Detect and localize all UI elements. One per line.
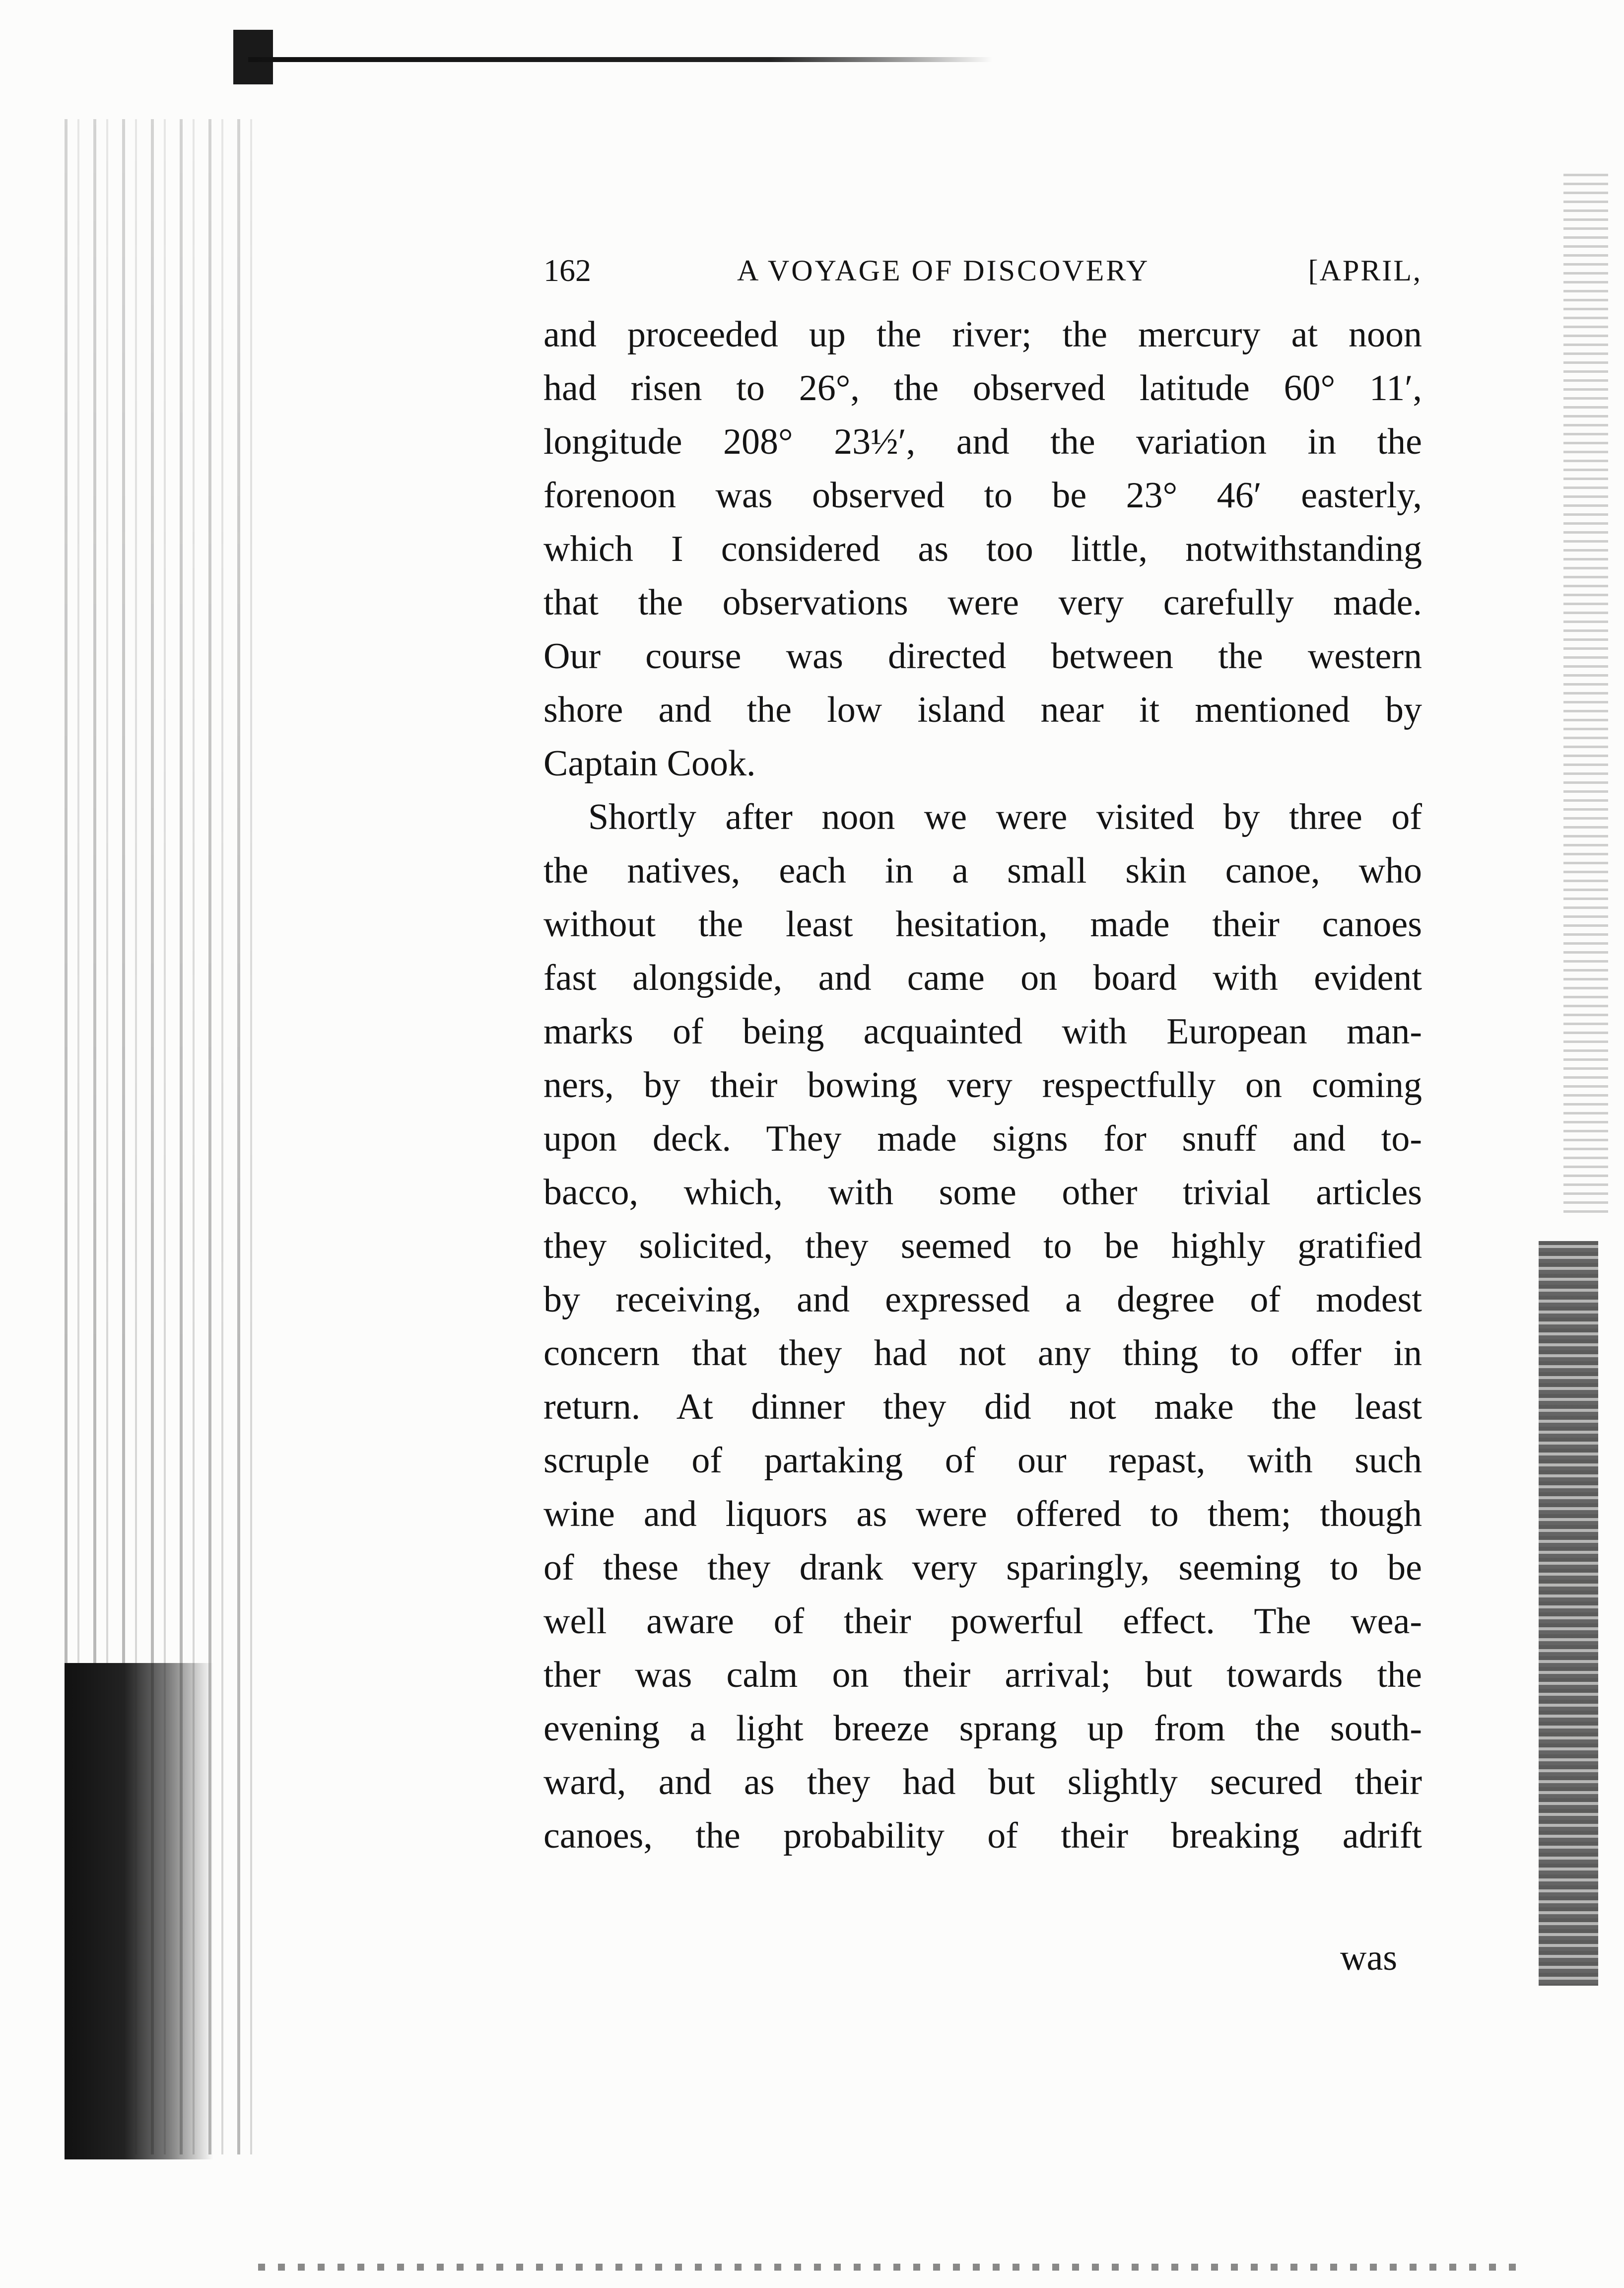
text-line: that the observations were very carefully made. bbox=[543, 582, 1422, 623]
scan-binding-dark-edge bbox=[65, 1663, 213, 2159]
text-line: upon deck. They made signs for snuff and to- bbox=[543, 1118, 1422, 1159]
text-line: had risen to 26°, the observed latitude 60° 11′, bbox=[543, 368, 1422, 409]
text-line: which I considered as too little, notwithstanding bbox=[543, 529, 1422, 569]
running-month: [APRIL, bbox=[1308, 254, 1422, 287]
text-line: well aware of their powerful effect. The wea- bbox=[543, 1601, 1422, 1642]
text-line: bacco, which, with some other trivial articles bbox=[543, 1172, 1422, 1213]
text-line: of these they drank very sparingly, seeming to be bbox=[543, 1547, 1422, 1588]
text-line: return. At dinner they did not make the least bbox=[543, 1387, 1422, 1427]
text-line: evening a light breeze sprang up from the south- bbox=[543, 1708, 1422, 1749]
text-line: Our course was directed between the western bbox=[543, 636, 1422, 677]
scan-bottom-edge-noise bbox=[258, 2264, 1529, 2271]
text-line: fast alongside, and came on board with evident bbox=[543, 958, 1422, 998]
text-line: shore and the low island near it mentioned by bbox=[543, 690, 1422, 730]
running-title: A VOYAGE OF DISCOVERY bbox=[737, 254, 1150, 287]
text-line: Shortly after noon we were visited by three of bbox=[588, 797, 1422, 837]
scan-top-edge-rule bbox=[248, 57, 993, 62]
text-line: ther was calm on their arrival; but towards the bbox=[543, 1655, 1422, 1695]
text-line: without the least hesitation, made their canoes bbox=[543, 904, 1422, 945]
page-number: 162 bbox=[543, 253, 591, 288]
text-line: they solicited, they seemed to be highly gratified bbox=[543, 1226, 1422, 1266]
catchword: was bbox=[1340, 1938, 1398, 1978]
text-line: the natives, each in a small skin canoe, who bbox=[543, 850, 1422, 891]
text-line: by receiving, and expressed a degree of modest bbox=[543, 1279, 1422, 1320]
scan-right-edge-noise bbox=[1563, 174, 1608, 1216]
text-line: forenoon was observed to be 23° 46′ easterly, bbox=[543, 475, 1422, 516]
text-line: marks of being acquainted with European man- bbox=[543, 1011, 1422, 1052]
text-line: concern that they had not any thing to offer in bbox=[543, 1333, 1422, 1374]
text-line: ward, and as they had but slightly secured their bbox=[543, 1762, 1422, 1803]
text-line: wine and liquors as were offered to them; though bbox=[543, 1494, 1422, 1534]
scan-right-edge-dark bbox=[1539, 1241, 1598, 1986]
text-line: Captain Cook. bbox=[543, 743, 756, 784]
text-line: and proceeded up the river; the mercury at noon bbox=[543, 314, 1422, 355]
text-line: ners, by their bowing very respectfully on coming bbox=[543, 1065, 1422, 1106]
text-line: scruple of partaking of our repast, with such bbox=[543, 1440, 1422, 1481]
running-head bbox=[543, 251, 1422, 290]
text-line: longitude 208° 23½′, and the variation in the bbox=[543, 421, 1422, 462]
body-text bbox=[543, 308, 1422, 1863]
text-line: canoes, the probability of their breaking adrift bbox=[543, 1815, 1422, 1856]
